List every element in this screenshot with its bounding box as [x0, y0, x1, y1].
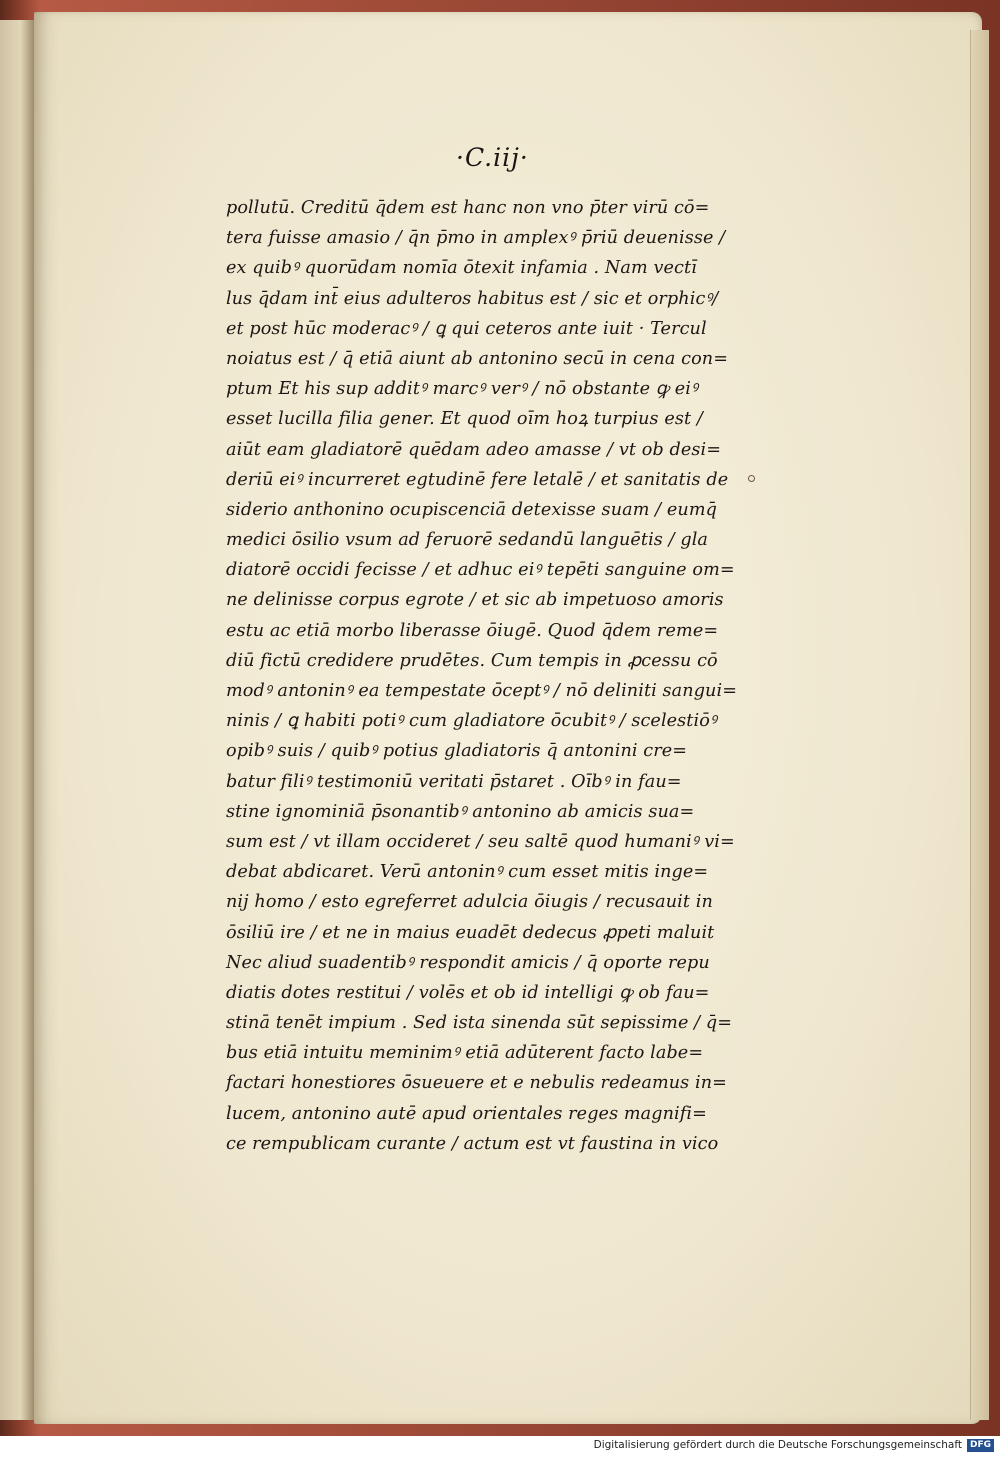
text-line: estu ac etiā morbo liberasse ōiugē. Quod q̄dem reme=: [226, 620, 719, 641]
text-line: lus q̄dam int̄ eius adulteros habitus est / sic et orphicꝰ/: [226, 288, 719, 309]
text-line: deriū eiꝰ incurreret egtudinē fere letalē / et sanitatis de: [226, 469, 729, 490]
text-line: diatis dotes restitui / volēs et ob id intelligi ꝙ ob fau=: [226, 982, 710, 1003]
text-line: ce rempublicam curante / actum est vt faustina in vico: [226, 1133, 719, 1154]
text-line: modꝰ antoninꝰ ea tempestate ōceptꝰ / nō deliniti sangui=: [226, 681, 738, 701]
text-line: ne delinisse corpus egrote / et sic ab impetuoso amoris: [226, 590, 724, 611]
text-line: siderio anthonino ocupiscenciā detexisse suam / eumq̄: [226, 499, 717, 520]
right-page-edge: [970, 30, 989, 1420]
text-line: et post hūc moderacꝰ / ꝗ qui ceteros ante iuit · Tercul: [226, 318, 707, 339]
text-line: stinā tenēt impium . Sed ista sinenda sūt sepissime / q̄=: [226, 1013, 733, 1034]
text-line: batur filiꝰ testimoniū veritati p̄staret . Oībꝰ in fau=: [226, 771, 682, 792]
signature-mark: ·C.iij·: [456, 143, 529, 172]
text-line: esset lucilla filia gener. Et quod oīm hoꝝ turpius est /: [226, 409, 703, 430]
text-line: Nec aliud suadentibꝰ respondit amicis / q̄ oporte repu: [226, 952, 710, 973]
dfg-logo: DFG: [967, 1439, 994, 1452]
text-line: ninis / ꝗ habiti potiꝰ cum gladiatore ōcubitꝰ / scelestiōꝰ: [226, 711, 717, 732]
text-line: diū fictū credidere prudētes. Cum tempis in ꝓcessu cō: [226, 650, 718, 671]
text-line: opibꝰ suis / quibꝰ potius gladiatoris q̄ antonini cre=: [226, 741, 688, 762]
text-line: aiūt eam gladiatorē quēdam adeo amasse / vt ob desi=: [226, 439, 722, 460]
text-line: pollutū. Creditū q̄dem est hanc non vno p̄ter virū cō=: [226, 198, 710, 218]
text-line: debat abdicaret. Verū antoninꝰ cum esset mitis inge=: [226, 862, 709, 883]
text-line: sum est / vt illam occideret / seu saltē quod humaniꝰ vi=: [226, 831, 735, 852]
text-line: ptum Et his sup additꝰ marcꝰ verꝰ / nō obstante ꝙ eiꝰ: [226, 379, 698, 400]
footer-credit: Digitalisierung gefördert durch die Deutsche Forschungsgemeinschaft: [593, 1439, 962, 1451]
text-line: noiatus est / q̄ etiā aiunt ab antonino secū in cena con=: [226, 348, 729, 369]
text-line: bus etiā intuitu meminimꝰ etiā adūterent facto labe=: [226, 1043, 704, 1064]
text-line: stine ignominiā p̄sonantibꝰ antonino ab amicis sua=: [226, 801, 695, 822]
text-line: lucem, antonino autē apud orientales reges magnifi=: [226, 1103, 707, 1124]
text-line: diatorē occidi fecisse / et adhuc eiꝰ tepēti sanguine om=: [226, 560, 735, 581]
text-line: medici ōsilio vsum ad feruorē sedandū languētis / gla: [226, 530, 709, 551]
text-line: ex quibꝰ quorūdam nomīa ōtexit infamia . Nam vectī: [226, 258, 697, 279]
left-page-edge: [0, 20, 35, 1420]
text-line: ōsiliū ire / et ne in maius euadēt dedecus ꝓpeti maluit: [226, 922, 715, 943]
stray-mark: [748, 475, 755, 482]
text-block: [226, 193, 746, 1159]
text-line: tera fuisse amasio / q̄n p̄mo in amplexꝰ p̄riū deuenisse /: [226, 228, 726, 249]
text-line: nij homo / esto egreferret adulcia ōiugis / recusauit in: [226, 892, 713, 913]
text-line: factari honestiores ōsueuere et e nebulis redeamus in=: [226, 1073, 728, 1094]
